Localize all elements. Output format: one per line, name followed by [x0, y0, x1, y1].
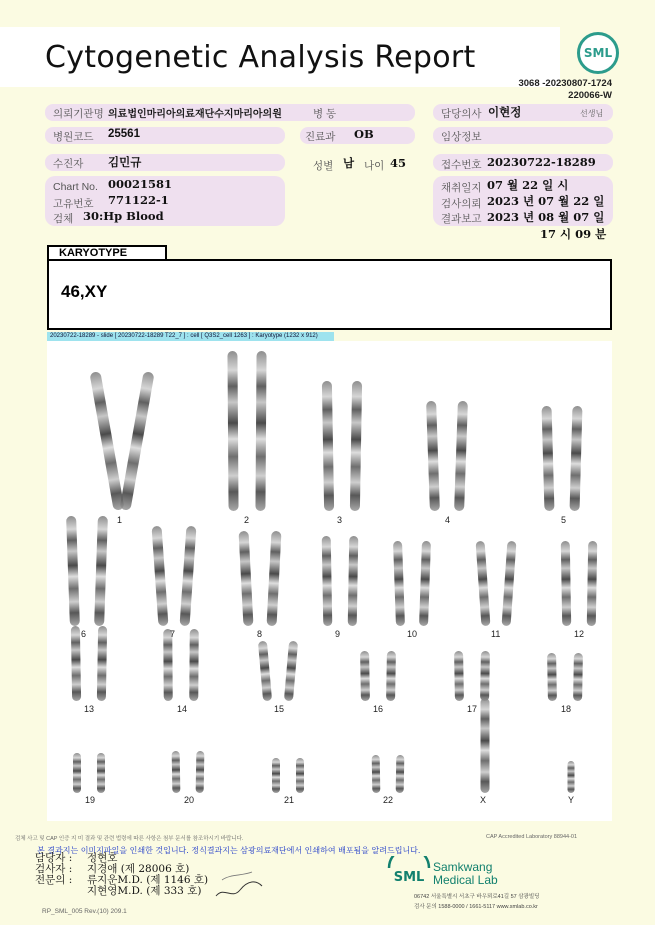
- hospital-code-label: 병원코드: [53, 131, 94, 143]
- cap-accreditation: CAP Accredited Laboratory 88944-01: [486, 834, 578, 840]
- chromosome: [258, 641, 272, 702]
- chromosome-label-13: 13: [84, 704, 95, 714]
- chromosome: [180, 526, 197, 626]
- chromosome-label-9: 9: [335, 629, 341, 639]
- request-value: 2023 년 07 월 22 일: [487, 194, 605, 208]
- chromosome: [348, 536, 359, 626]
- sex-value: 남: [343, 156, 355, 170]
- chromosome: [94, 516, 108, 626]
- chromosome: [71, 626, 81, 701]
- lab-logo-text: SML: [393, 870, 425, 885]
- chromosome: [152, 526, 169, 626]
- chromosome: [372, 755, 381, 793]
- chromosome: [419, 541, 431, 626]
- chromosome: [481, 698, 490, 793]
- chart-label: Chart No.: [53, 181, 98, 193]
- print-notice: 본 결과지는 이미지파일을 인쇄한 것입니다. 정식결과지는 삼광의료재단에서 인쇄하여 배포됨을 알려드립니다.: [37, 846, 421, 855]
- karyotype-tab: KARYOTYPE: [47, 245, 167, 259]
- chromosome: [360, 651, 370, 701]
- staff-row: 전문의 : 류지운M.D. (제 1146 호): [35, 874, 209, 886]
- patient-value: 김민규: [108, 155, 142, 169]
- chromosome: [189, 629, 199, 701]
- chromosome-label-1: 1: [117, 515, 123, 525]
- sex-label: 성별: [313, 160, 334, 172]
- image-caption: 20230722-18289 - slide [ 20230722-18289 T22_7 ] : cell [ Q3S2_cell 1263 ] : Karyotype (1232 x 912): [47, 332, 334, 341]
- chromosome-label-7: 7: [170, 629, 176, 639]
- doctor-suffix: 선생님: [580, 109, 604, 118]
- specimen-label: 검체: [53, 213, 74, 225]
- report-id-line2: 220066-W: [568, 90, 612, 101]
- chromosome: [296, 758, 304, 793]
- staff-row: 검사자 : 지경애 (제 28006 호): [35, 863, 190, 875]
- clinical-label: 임상정보: [441, 131, 482, 143]
- chromosome: [547, 653, 557, 701]
- specimen-value: 30:Hp Blood: [83, 209, 164, 223]
- chromosome: [480, 651, 490, 701]
- chromosome: [267, 531, 282, 626]
- chromosome: [196, 751, 205, 793]
- receipt-value: 20230722-18289: [487, 155, 596, 169]
- chromosome-label-19: 19: [85, 795, 96, 805]
- lab-name: Samkwang Medical Lab: [433, 860, 498, 887]
- chromosome: [172, 751, 181, 793]
- chromosome-label-16: 16: [373, 704, 384, 714]
- karyogram-svg: [47, 341, 612, 821]
- chromosome: [454, 651, 464, 701]
- chromosome-label-5: 5: [561, 515, 567, 525]
- chromosome: [89, 371, 124, 511]
- chromosome: [561, 541, 571, 626]
- karyotype-box: [47, 259, 612, 330]
- form-number: RP_SML_005 Rev.(10) 209.1: [42, 908, 127, 915]
- chromosome: [322, 536, 333, 626]
- chromosome-label-11: 11: [491, 629, 501, 639]
- chromosome: [386, 651, 396, 701]
- staff-row: [35, 886, 208, 897]
- collect-label: 채취일지: [441, 182, 482, 194]
- chromosome: [227, 351, 238, 511]
- chromosome-label-22: 22: [383, 795, 394, 805]
- chromosome: [284, 641, 298, 702]
- signature-icon: [212, 866, 267, 904]
- report-title: Cytogenetic Analysis Report: [45, 40, 476, 75]
- chromosome: [97, 753, 105, 793]
- chromosome-label-3: 3: [337, 515, 343, 525]
- report-value: 2023 년 08 월 07 일: [487, 210, 605, 224]
- report-id-line1: 3068 -20230807-1724: [518, 78, 612, 89]
- age-label: 나이: [364, 160, 385, 172]
- staff-list: [35, 853, 208, 897]
- chromosome: [272, 758, 280, 793]
- dept-label: 진료과: [305, 131, 336, 143]
- dept-value: OB: [354, 127, 374, 141]
- collect-value: 07 월 22 일 시: [487, 178, 569, 192]
- chromosome-label-y: Y: [568, 795, 575, 805]
- samkwang-logo-icon: [387, 856, 431, 886]
- chromosome-label-14: 14: [177, 704, 188, 714]
- chromosome-label-6: 6: [81, 629, 87, 639]
- staff-name: 류지운M.D. (제 1146 호): [87, 874, 209, 886]
- unique-value: 771122-1: [108, 193, 169, 207]
- chromosome: [119, 371, 154, 511]
- ward-label: 병 동: [313, 108, 337, 120]
- chromosome-label-21: 21: [284, 795, 295, 805]
- staff-name: 지경애 (제 28006 호): [87, 863, 190, 875]
- chromosome: [476, 541, 491, 626]
- chromosome-label-15: 15: [274, 704, 285, 714]
- sml-logo-icon: SML: [577, 32, 619, 74]
- chromosome: [502, 541, 517, 626]
- report-time: 17 시 09 분: [540, 227, 607, 241]
- chart-value: 00021581: [108, 177, 173, 191]
- chromosome: [163, 629, 176, 701]
- patient-label: 수진자: [53, 158, 84, 170]
- chromosome-label-20: 20: [184, 795, 195, 805]
- chromosome-label-8: 8: [257, 629, 263, 639]
- chromosome-label-x: X: [480, 795, 487, 805]
- lab-address: 06742 서울특별시 서초구 바우뫼로41길 57 삼광빌딩 검사 문의 1588-0000 / 1661-5117 www.smlab.co.kr: [414, 894, 540, 910]
- report-id: [518, 78, 612, 102]
- receipt-label: 접수번호: [441, 159, 482, 171]
- chromosome: [66, 516, 80, 626]
- chromosome: [73, 753, 81, 793]
- request-label: 검사의뢰: [441, 198, 482, 210]
- chromosome: [426, 401, 440, 511]
- doctor-value: 이현정: [488, 105, 522, 119]
- report-label: 결과보고: [441, 213, 482, 225]
- chromosome: [568, 761, 575, 793]
- chromosome: [322, 381, 334, 511]
- institution-label: 의뢰기관명: [53, 108, 104, 120]
- doctor-label: 담당의사: [441, 108, 482, 120]
- chromosome-label-18: 18: [561, 704, 572, 714]
- staff-name: 정현호: [87, 852, 118, 864]
- chromosome: [454, 401, 468, 511]
- staff-name: 지현영M.D. (제 333 호): [87, 885, 202, 897]
- chromosome: [393, 541, 405, 626]
- chromosome: [255, 351, 266, 511]
- chromosome: [97, 626, 107, 701]
- unique-label: 고유번호: [53, 198, 94, 210]
- chromosome-label-17: 17: [467, 704, 478, 714]
- chromosome: [542, 406, 555, 511]
- footer-note: 검체 사고 및 CAP 인증 지 미 결과 및 관련 법령에 따른 사항은 첨부 문서를 참조하시기 바랍니다.: [15, 836, 244, 842]
- chromosome-label-12: 12: [574, 629, 585, 639]
- chromosome: [587, 541, 597, 626]
- chromosome-label-2: 2: [244, 515, 250, 525]
- chromosome: [570, 406, 583, 511]
- hospital-code-value: 25561: [108, 128, 140, 140]
- karyotype-result: 46,XY: [61, 282, 108, 301]
- chromosome-label-10: 10: [407, 629, 418, 639]
- age-value: 45: [390, 156, 407, 170]
- chromosome: [396, 755, 405, 793]
- institution-value: 의료법인마리아의료재단수지마리아의원: [108, 109, 282, 120]
- staff-row: 담당자 : 정현호: [35, 852, 118, 864]
- chromosome: [350, 381, 362, 511]
- karyogram-image: [47, 341, 612, 821]
- chromosome: [573, 653, 583, 701]
- chromosome-label-4: 4: [445, 515, 451, 525]
- chromosome: [239, 531, 254, 626]
